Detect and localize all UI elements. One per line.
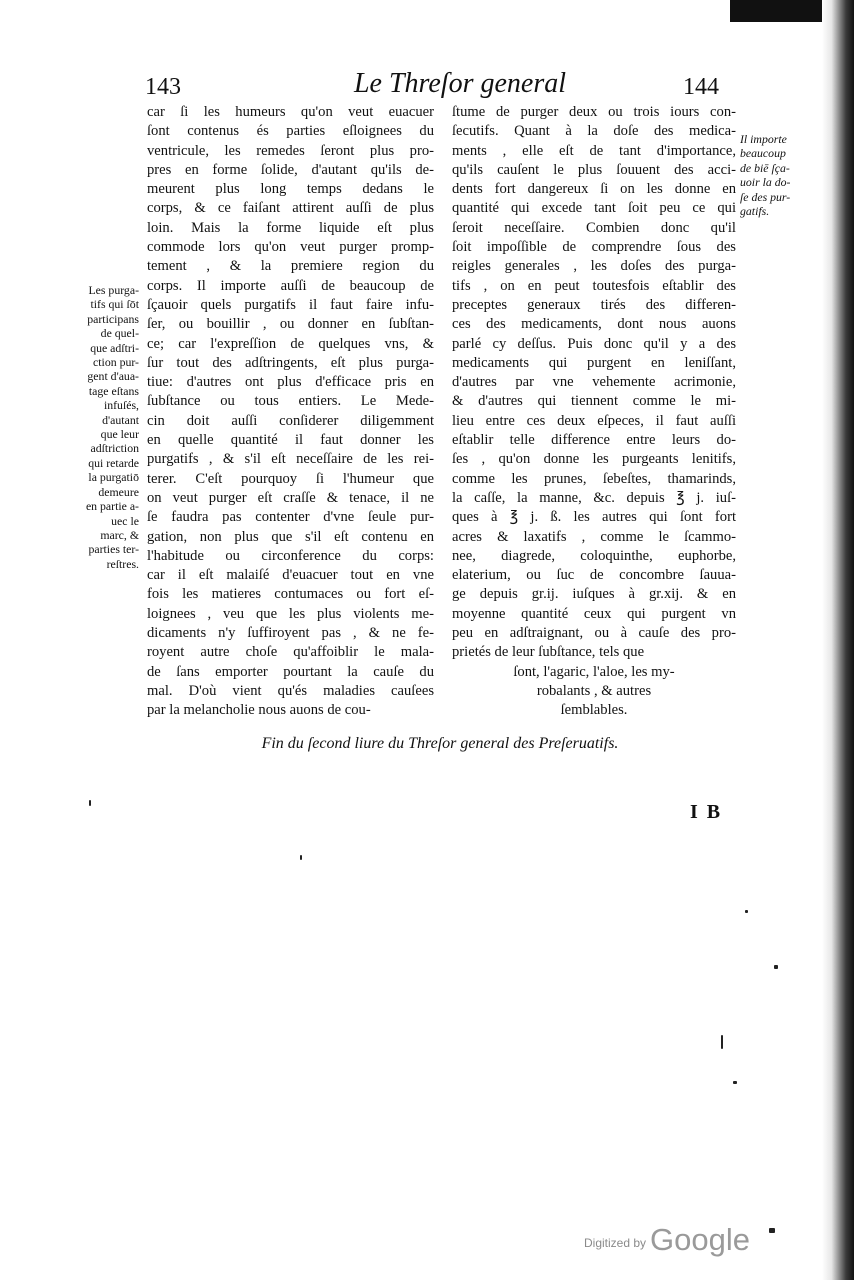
- scan-speck: [774, 965, 778, 969]
- text-line: la caſſe, la manne, &c. depuis ℥ j. iuſ-: [452, 489, 736, 506]
- text-line: par la melancholie nous auons de cou-: [147, 702, 371, 719]
- margin-note-line: en partie a-: [85, 499, 139, 514]
- colophon: Fin du ſecond liure du Threſor general des Preſeruatifs.: [261, 735, 619, 752]
- margin-note-line: gatifs.: [740, 204, 770, 219]
- text-line: eſtablir telle difference entre leurs do-: [452, 432, 736, 449]
- text-line: ments , elle eſt de tant d'importance,: [452, 142, 736, 159]
- running-title: Le Threſor general: [353, 68, 567, 99]
- margin-note-line: reſtres.: [106, 556, 139, 571]
- text-line: pres en forme ſolide, d'autant qu'ils de-: [147, 161, 434, 178]
- margin-note-line: uoir la do-: [740, 175, 791, 190]
- text-line: ſeroit neceſſaire. Combien donc qu'il: [452, 219, 736, 236]
- text-line: ſecutifs. Quant à la doſe des medica-: [452, 123, 736, 140]
- text-line: lieu entre ces deux eſpeces, il faut auſſi: [452, 412, 736, 429]
- margin-note-line: que leur: [100, 427, 139, 442]
- text-line: ge depuis gr.ij. iuſques à gr.xij. & en: [452, 586, 736, 603]
- margin-note-line: que adſtri-: [90, 340, 139, 355]
- text-line: gation, non plus que s'il eſt contenu en: [147, 528, 434, 545]
- text-line: cin doit auſſi conſiderer diligemment: [147, 412, 434, 429]
- text-line: elaterium, ou ſuc de concombre ſauua-: [452, 567, 736, 584]
- page-number-left: 143: [145, 74, 181, 100]
- text-line: ſe faudra pas contenter d'vne ſeule pur-: [147, 509, 434, 526]
- text-line: ce; car l'expreſſion de quelques vns, &: [147, 335, 434, 352]
- google-logo: Google: [650, 1222, 750, 1257]
- text-line: nee, diagrede, coloquinthe, euphorbe,: [452, 547, 736, 564]
- text-line: reigles generales , les doſes des purga-: [452, 258, 736, 275]
- margin-note-line: Il importe: [740, 132, 787, 146]
- text-line: & d'autres qui tiennent comme le mi-: [452, 393, 736, 410]
- text-line: preceptes generaux tirés des differen-: [452, 296, 736, 313]
- text-line: ſtume de purger deux ou trois iours con-: [452, 104, 736, 120]
- text-line: ſoit impoſſible de comprendre ſous des: [452, 239, 736, 256]
- signature-mark: I B: [690, 801, 723, 823]
- margin-note-line: de quel-: [100, 326, 139, 341]
- text-line: comme les prunes, ſebeſtes, thamarinds,: [452, 470, 736, 487]
- text-line: ces des medicaments, dont nous auons: [452, 316, 736, 333]
- text-line: ſes , qu'on donne les purgeants lenitifs,: [452, 451, 736, 468]
- text-line: loignees , veu que les plus violents me-: [147, 605, 434, 622]
- scan-edge-shadow-right: [822, 0, 854, 1280]
- text-line: commode lors qu'on veut purger promp-: [147, 239, 434, 256]
- page-number-right: 144: [683, 74, 719, 100]
- margin-note-line: infuſés,: [103, 398, 139, 413]
- text-line: car il eſt malaiſé d'euacuer tout en vne: [147, 567, 434, 584]
- margin-note-line: gent d'aua-: [87, 369, 139, 384]
- text-line: ſer, ou bouillir , ou donner en ſubſtan-: [147, 316, 434, 333]
- text-line: tement , & la premiere region du: [147, 258, 434, 275]
- margin-note-line: beaucoup: [740, 146, 786, 161]
- text-line: ſçauoir quels purgatifs il faut faire infu-: [147, 296, 434, 313]
- text-line: corps. Il importe auſſi de beaucoup de: [147, 277, 434, 294]
- text-line: terer. C'eſt pourquoy ſi l'humeur que: [147, 470, 434, 487]
- text-line: robalants , & autres: [536, 682, 652, 699]
- text-line: d'autres par vne vehemente acrimonie,: [452, 374, 736, 391]
- margin-note-line: d'autant: [102, 412, 139, 427]
- margin-note-line: uec le: [111, 513, 139, 528]
- margin-note-line: ction pur-: [93, 355, 139, 370]
- text-line: peu en adſtraignant, ou à cauſe des pro-: [452, 625, 736, 642]
- watermark-prefix: Digitized by: [584, 1236, 647, 1250]
- text-line: acres & laxatifs , comme le ſcammo-: [452, 528, 736, 545]
- text-line: medicaments qui purgent en leniſſant,: [452, 354, 736, 371]
- text-line: qu'ils cauſent le plus ſouuent des acci-: [452, 161, 736, 178]
- text-line: ventricule, les remedes ſeront plus pro-: [147, 142, 434, 159]
- text-line: ſubſtance ou tous entiers. Le Mede-: [147, 393, 434, 410]
- text-line: car ſi les humeurs qu'on veut euacuer: [147, 104, 434, 120]
- text-line: purgatifs , & s'il eſt neceſſaire de les rei-: [147, 451, 434, 468]
- text-line: prietés de leur ſubſtance, tels que: [452, 644, 645, 661]
- margin-note-line: participans: [87, 311, 139, 326]
- scan-speck: [89, 800, 91, 806]
- scan-speck: [721, 1035, 723, 1049]
- text-line: mal. D'où vient qu'és maladies cauſees: [147, 682, 434, 699]
- text-line: tiue: d'autres ont plus d'efficace pris en: [147, 374, 434, 391]
- text-line: ſont contenus és parties eſloignees du: [147, 123, 434, 140]
- text-column-right: [452, 103, 736, 721]
- text-line: ſont, l'agaric, l'aloe, les my-: [513, 663, 675, 680]
- margin-note-line: tifs qui ſōt: [90, 297, 139, 312]
- text-line: tifs , on en peut toutesfois eſtablir des: [452, 277, 736, 294]
- text-line: quantité qui excede tant ſoit peu ce qui: [452, 200, 736, 217]
- text-line: fois les matieres contumaces ou fort eſ-: [147, 586, 434, 603]
- margin-note-line: Les purga-: [88, 283, 139, 297]
- margin-note-line: qui retarde: [88, 455, 139, 470]
- text-line: meurent plus long temps dedans le: [147, 181, 434, 198]
- margin-note-line: demeure: [98, 484, 139, 499]
- scan-speck: [745, 910, 748, 913]
- text-line: ſur tout des adſtringents, eſt plus purga-: [147, 354, 434, 371]
- margin-note-line: ſe des pur-: [740, 189, 791, 204]
- text-column-left: [147, 103, 434, 721]
- text-line: ques à ℥ j. ß. les autres qui ſont fort: [452, 509, 736, 526]
- text-line: l'habitude ou circonference du corps:: [147, 547, 434, 564]
- text-line: ſemblables.: [560, 702, 628, 719]
- text-line: en quelle quantité il faut donner les: [147, 432, 434, 449]
- scan-speck: [733, 1081, 737, 1084]
- digitized-by-google-watermark: [584, 1222, 750, 1258]
- margin-note-line: de biē ſça-: [740, 160, 790, 175]
- text-line: parlé cy deſſus. Puis donc qu'il y a des: [452, 335, 736, 352]
- margin-note-right: [740, 132, 820, 218]
- margin-note-line: marc, &: [100, 527, 139, 542]
- scan-speck: [769, 1228, 775, 1233]
- text-line: loin. Mais la forme liquide eſt plus: [147, 219, 434, 236]
- margin-note-line: la purgatiō: [88, 470, 139, 485]
- margin-note-line: parties ter-: [88, 542, 139, 557]
- text-line: on veut purger eſt craſſe & tenace, il ne: [147, 489, 434, 506]
- margin-note-line: adſtriction: [90, 441, 139, 456]
- text-line: dicaments n'y ſuffiroyent pas , & ne fe-: [147, 625, 434, 642]
- text-line: dents fort dangereux ſi on les donne en: [452, 181, 736, 198]
- text-line: de ſans emporter pourtant la cauſe du: [147, 663, 434, 680]
- margin-note-left: [71, 283, 139, 571]
- scan-speck: [300, 855, 302, 860]
- text-line: moyenne quantité ceux qui purgent vn: [452, 605, 736, 622]
- margin-note-line: tage eſtans: [88, 383, 139, 398]
- text-line: royent autre choſe qu'affoiblir le mala-: [147, 644, 434, 661]
- text-line: corps, & ce faiſant attirent auſſi de plus: [147, 200, 434, 217]
